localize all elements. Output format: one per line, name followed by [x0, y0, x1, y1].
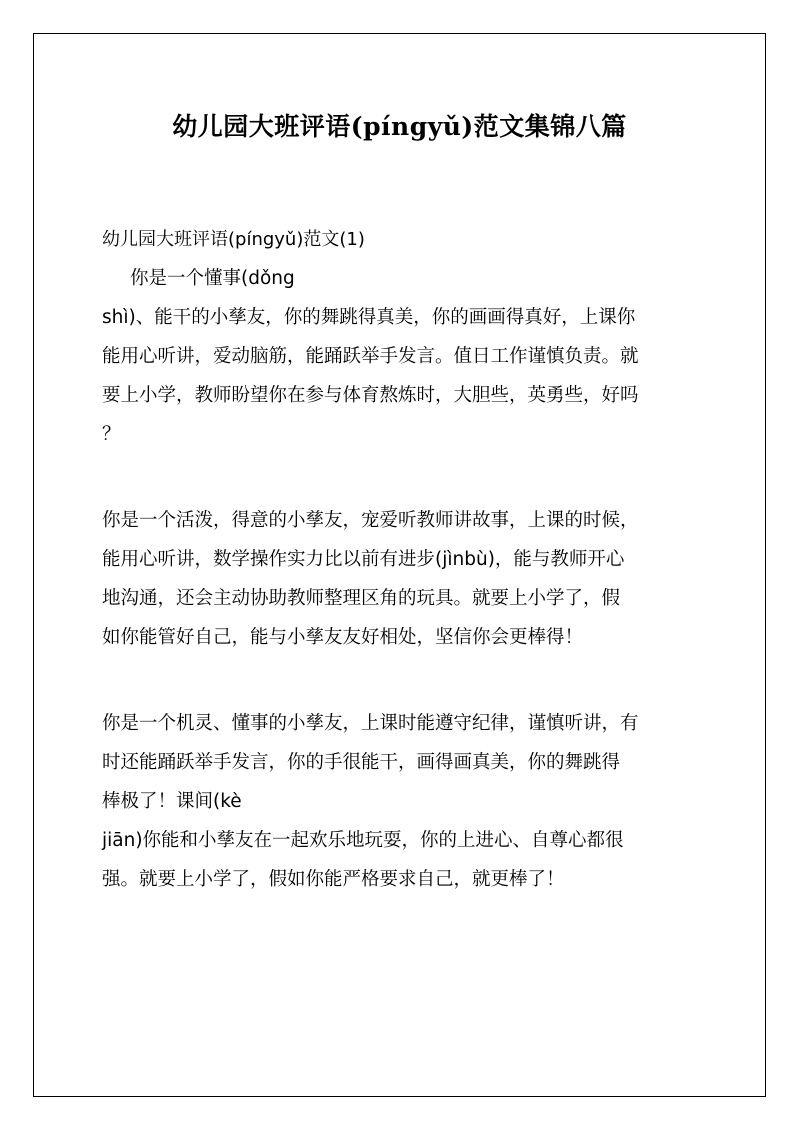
paragraph-1 [102, 259, 712, 454]
paragraph-line: 能用心听讲，爱动脑筋，能踊跃举手发言。值日工作谨慎负责。就 [102, 346, 639, 367]
document-body [102, 220, 712, 899]
paragraph-line: 你是一个懂事(dǒng [130, 268, 295, 289]
paragraph-line: 如你能管好自己，能与小孳友友好相处，坚信你会更棒得！ [102, 627, 584, 648]
paragraph-line: jiān)你能和小孳友在一起欢乐地玩耍，你的上进心、自尊心都很 [102, 830, 624, 851]
section-heading: 幼儿园大班评语(píngyǔ)范文(1) [102, 229, 365, 250]
document-page [33, 33, 766, 1097]
paragraph-line: ？ [102, 424, 121, 445]
paragraph-line: 地沟通，还会主动协助教师整理区角的玩具。就要上小学了，假 [102, 588, 621, 609]
paragraph-2 [102, 501, 712, 657]
paragraph-spacer [102, 454, 712, 501]
paragraph-line: 能用心听讲，数学操作实力比以前有进步(jìnbù)，能与教师开心 [102, 549, 625, 570]
document-title: 幼儿园大班评语(píngyǔ)范文集锦八篇 [172, 112, 627, 141]
paragraph-3 [102, 704, 712, 899]
paragraph-spacer [102, 657, 712, 704]
paragraph-line: 时还能踊跃举手发言，你的手很能干，画得画真美，你的舞跳得 [102, 752, 621, 773]
paragraph-line: 强。就要上小学了，假如你能严格要求自己，就更棒了！ [102, 869, 565, 890]
paragraph-line: 棒极了！课间(kè [102, 791, 242, 812]
paragraph-line: 你是一个活泼，得意的小孳友，宠爱听教师讲故事，上课的时候， [102, 510, 639, 531]
paragraph-line: 你是一个机灵、懂事的小孳友，上课时能遵守纪律，谨慎听讲，有 [102, 713, 639, 734]
paragraph-line: 要上小学，教师盼望你在参与体育熬炼时，大胆些，英勇些，好吗 [102, 385, 639, 406]
paragraph-line: shì)、能干的小孳友，你的舞跳得真美，你的画画得真好，上课你 [102, 307, 636, 328]
